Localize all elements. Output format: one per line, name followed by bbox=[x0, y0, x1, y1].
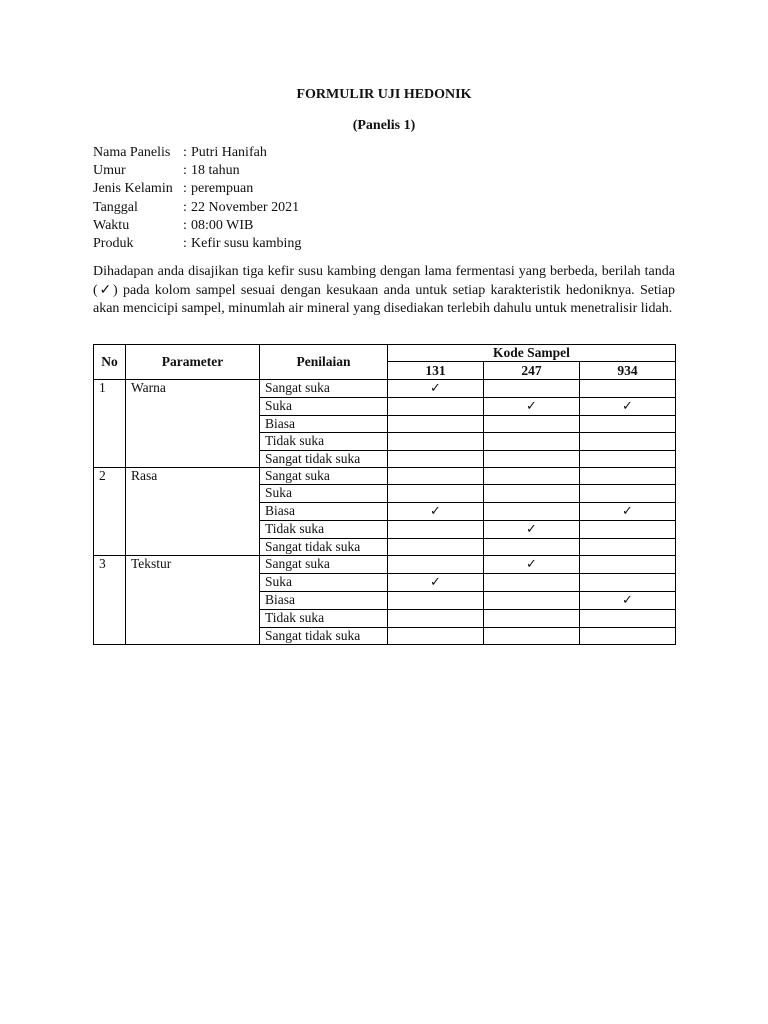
document-subtitle: (Panelis 1) bbox=[352, 118, 416, 133]
rating-label: Sangat tidak suka bbox=[260, 450, 388, 467]
checkmark-icon: ✓ bbox=[622, 398, 633, 414]
info-row-tanggal bbox=[93, 199, 675, 217]
info-row-jenis-kelamin bbox=[93, 180, 675, 198]
row-number: 1 bbox=[94, 379, 126, 467]
checkmark-icon: ✓ bbox=[430, 503, 441, 519]
header-penilaian: Penilaian bbox=[260, 345, 388, 380]
sample-cell-247[interactable] bbox=[484, 520, 580, 538]
info-separator: : bbox=[183, 145, 187, 160]
sample-cell-131[interactable] bbox=[388, 556, 484, 574]
info-value: Kefir susu kambing bbox=[191, 236, 302, 252]
rating-label: Sangat suka bbox=[260, 556, 388, 574]
sample-cell-934[interactable] bbox=[580, 415, 676, 432]
sample-cell-934[interactable] bbox=[580, 450, 676, 467]
sample-cell-131[interactable] bbox=[388, 433, 484, 450]
sample-cell-247[interactable] bbox=[484, 502, 580, 520]
checkmark-icon: ✓ bbox=[526, 398, 537, 414]
sample-cell-934[interactable] bbox=[580, 538, 676, 555]
sample-cell-247[interactable] bbox=[484, 415, 580, 432]
rating-label: Biasa bbox=[260, 592, 388, 610]
info-row-umur bbox=[93, 162, 675, 180]
info-value: perempuan bbox=[191, 181, 254, 197]
info-separator: : bbox=[183, 199, 187, 215]
sample-cell-247[interactable] bbox=[484, 397, 580, 415]
sample-cell-934[interactable] bbox=[580, 485, 676, 502]
sample-cell-934[interactable] bbox=[580, 592, 676, 610]
rating-label: Tidak suka bbox=[260, 520, 388, 538]
info-separator: : bbox=[183, 217, 187, 233]
table-row bbox=[94, 379, 676, 397]
info-label: Nama Panelis bbox=[93, 145, 171, 160]
sample-cell-247[interactable] bbox=[484, 467, 580, 484]
sample-cell-934[interactable] bbox=[580, 520, 676, 538]
parameter-cell: Tekstur bbox=[126, 556, 260, 645]
sample-cell-247[interactable] bbox=[484, 556, 580, 574]
info-row-nama-panelis bbox=[93, 144, 675, 162]
parameter-cell: Rasa bbox=[126, 467, 260, 555]
sample-cell-131[interactable] bbox=[388, 467, 484, 484]
panelist-info bbox=[93, 144, 675, 253]
header-sample-131: 131 bbox=[388, 362, 484, 379]
rating-label: Sangat tidak suka bbox=[260, 627, 388, 644]
header-sample-934: 934 bbox=[580, 362, 676, 379]
table-row bbox=[94, 467, 676, 484]
header-parameter: Parameter bbox=[126, 345, 260, 380]
table-row bbox=[94, 556, 676, 574]
sample-cell-934[interactable] bbox=[580, 467, 676, 484]
checkmark-icon: ✓ bbox=[430, 575, 441, 591]
sample-cell-131[interactable] bbox=[388, 397, 484, 415]
rating-label: Sangat suka bbox=[260, 379, 388, 397]
sample-cell-934[interactable] bbox=[580, 556, 676, 574]
sample-cell-247[interactable] bbox=[484, 610, 580, 627]
sample-cell-934[interactable] bbox=[580, 627, 676, 644]
info-value: 08:00 WIB bbox=[191, 217, 254, 233]
sample-cell-131[interactable] bbox=[388, 520, 484, 538]
sample-cell-247[interactable] bbox=[484, 379, 580, 397]
info-value: 18 tahun bbox=[191, 163, 240, 179]
instructions-paragraph: Dihadapan anda disajikan tiga kefir susu kambing dengan lama fermentasi yang berbeda, berilah tanda (✓) pada kolom sampel sesuai dengan kesukaan anda untuk setiap karakteristik hedoniknya. Setiap akan mencicipi sampel, minumlah air mineral yang disediakan terlebih dahulu untuk menetralisir lidah. bbox=[93, 264, 675, 317]
sample-cell-131[interactable] bbox=[388, 574, 484, 592]
checkmark-icon: ✓ bbox=[526, 557, 537, 573]
info-row-waktu bbox=[93, 217, 675, 235]
sample-cell-934[interactable] bbox=[580, 610, 676, 627]
info-label: Waktu bbox=[93, 217, 130, 233]
header-sample-247: 247 bbox=[484, 362, 580, 379]
sample-cell-247[interactable] bbox=[484, 574, 580, 592]
sample-cell-131[interactable] bbox=[388, 538, 484, 555]
info-separator: : bbox=[183, 163, 187, 179]
sample-cell-131[interactable] bbox=[388, 610, 484, 627]
rating-label: Biasa bbox=[260, 502, 388, 520]
table-body bbox=[94, 379, 676, 644]
sample-cell-934[interactable] bbox=[580, 502, 676, 520]
rating-label: Suka bbox=[260, 574, 388, 592]
sample-cell-934[interactable] bbox=[580, 397, 676, 415]
sample-cell-131[interactable] bbox=[388, 450, 484, 467]
info-label: Produk bbox=[93, 236, 134, 252]
sample-cell-934[interactable] bbox=[580, 433, 676, 450]
sample-cell-131[interactable] bbox=[388, 485, 484, 502]
info-value: 22 November 2021 bbox=[191, 199, 300, 215]
row-number: 2 bbox=[94, 467, 126, 555]
sample-cell-131[interactable] bbox=[388, 502, 484, 520]
document-page bbox=[93, 86, 675, 643]
table-header-row bbox=[94, 345, 676, 362]
header-no: No bbox=[94, 345, 126, 380]
sample-cell-131[interactable] bbox=[388, 415, 484, 432]
row-number: 3 bbox=[94, 556, 126, 645]
rating-label: Sangat suka bbox=[260, 467, 388, 484]
info-row-produk bbox=[93, 235, 675, 253]
header-kode-sampel: Kode Sampel bbox=[388, 345, 676, 362]
info-label: Tanggal bbox=[93, 199, 138, 215]
parameter-cell: Warna bbox=[126, 379, 260, 467]
sample-cell-247[interactable] bbox=[484, 538, 580, 555]
rating-label: Biasa bbox=[260, 415, 388, 432]
rating-label: Tidak suka bbox=[260, 610, 388, 627]
rating-label: Sangat tidak suka bbox=[260, 538, 388, 555]
rating-label: Suka bbox=[260, 397, 388, 415]
info-label: Jenis Kelamin bbox=[93, 181, 173, 197]
sample-cell-131[interactable] bbox=[388, 592, 484, 610]
checkmark-icon: ✓ bbox=[622, 503, 633, 519]
sample-cell-131[interactable] bbox=[388, 627, 484, 644]
document-title: FORMULIR UJI HEDONIK bbox=[296, 87, 472, 102]
sample-cell-934[interactable] bbox=[580, 574, 676, 592]
sample-cell-247[interactable] bbox=[484, 450, 580, 467]
info-label: Umur bbox=[93, 163, 126, 179]
sample-cell-247[interactable] bbox=[484, 485, 580, 502]
sample-cell-934[interactable] bbox=[580, 379, 676, 397]
info-separator: : bbox=[183, 236, 187, 252]
info-value: Putri Hanifah bbox=[191, 145, 267, 160]
checkmark-icon: ✓ bbox=[526, 521, 537, 537]
rating-label: Suka bbox=[260, 485, 388, 502]
hedonic-rating-table bbox=[93, 344, 676, 645]
sample-cell-247[interactable] bbox=[484, 627, 580, 644]
sample-cell-247[interactable] bbox=[484, 592, 580, 610]
rating-label: Tidak suka bbox=[260, 433, 388, 450]
checkmark-icon: ✓ bbox=[430, 380, 441, 396]
sample-cell-131[interactable] bbox=[388, 379, 484, 397]
sample-cell-247[interactable] bbox=[484, 433, 580, 450]
info-separator: : bbox=[183, 181, 187, 197]
checkmark-icon: ✓ bbox=[622, 593, 633, 609]
